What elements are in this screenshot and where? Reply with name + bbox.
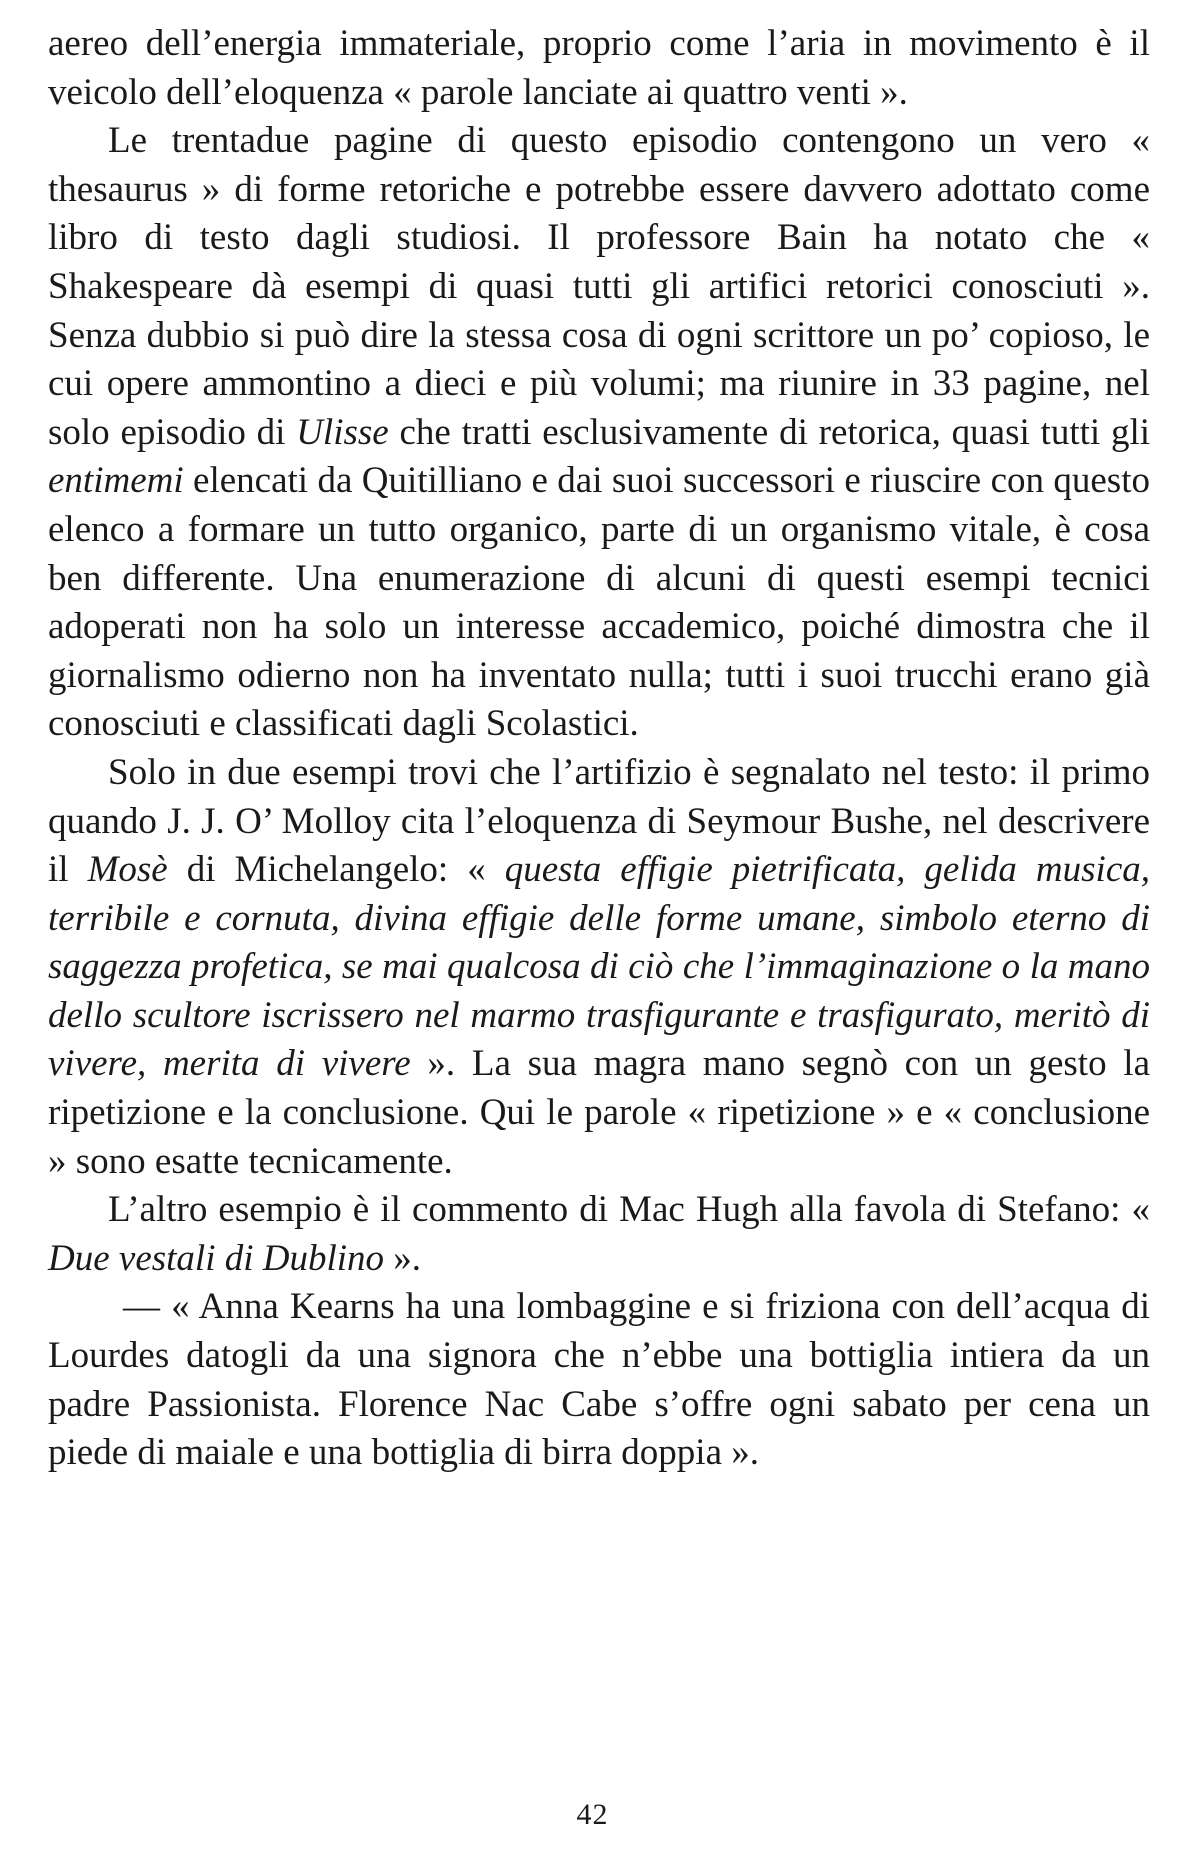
italic-text: questa effigie pietrificata, gelida musica, terribile e cornuta, divina effigie delle forme umane, simbolo eterno di saggezza profetica, se mai qualcosa di ciò che l’immaginazione o la mano dello scultore iscrissero nel marmo trasfigurante e trasfigurato, meritò di vivere, merita di vivere [48, 849, 1150, 1085]
text-run: di Michelangelo: « [167, 849, 505, 891]
paragraph [48, 749, 1150, 1186]
page-number: 42 [576, 1798, 609, 1831]
paragraph [48, 1283, 1150, 1477]
italic-text: Mosè [87, 849, 168, 891]
italic-text: Ulisse [296, 411, 389, 453]
text-run: aereo dell’energia immateriale, proprio come l’aria in movimento è il veicolo dell’eloquenza « parole lanciate ai quattro venti ». [48, 23, 1150, 113]
paragraph [48, 1186, 1150, 1283]
text-run: Solo in due esempi trovi che l’artifizio è segnalato nel testo: il primo quando J. J. O’ Molloy cita l’eloquenza di Seymour Bushe, nel descrivere il [48, 751, 1150, 891]
text-run: Le trentadue pagine di questo episodio contengono un vero « thesaurus » di forme retoriche e potrebbe essere davvero adottato come libro di testo dagli studiosi. Il professore Bain ha notato che « Shakespeare dà esempi di quasi tutti gli artifici retorici conosciuti ». Senza dubbio si può dire la stessa cosa di ogni scrittore un po’ copioso, le cui opere ammontino a dieci e più volumi; ma riunire in 33 pagine, nel solo episodio di [48, 120, 1150, 453]
italic-text: Due vestali di Dublino [48, 1237, 385, 1279]
text-run: ». La sua magra mano segnò con un gesto la ripetizione e la conclusione. Qui le parole « ripetizione » e « conclusione » sono esatte tecnicamente. [48, 1043, 1150, 1182]
text-run: che tratti esclusivamente di retorica, quasi tutti gli [388, 411, 1151, 453]
text-run: L’altro esempio è il commento di Mac Hugh alla favola di Stefano: « [108, 1189, 1150, 1231]
italic-text: entimemi [48, 460, 184, 502]
paragraph [48, 117, 1150, 749]
text-run: — « Anna Kearns ha una lombaggine e si friziona con dell’acqua di Lourdes datogli da una signora che n’ebbe una bottiglia intiera da un padre Passionista. Florence Nac Cabe s’offre ogni sabato per cena un piede di maiale e una bottiglia di birra doppia ». [48, 1286, 1150, 1474]
text-run: elencati da Quitilliano e dai suoi successori e riuscire con questo elenco a formare un tutto organico, parte di un organismo vitale, è cosa ben differente. Una enumerazione di alcuni di questi esempi tecnici adoperati non ha solo un interesse accademico, poiché dimostra che il giornalismo odierno non ha inventato nulla; tutti i suoi trucchi erano già conosciuti e classificati dagli Scolastici. [48, 460, 1150, 745]
body-text [48, 20, 1150, 1478]
text-run: ». [384, 1237, 422, 1279]
paragraph [48, 20, 1150, 117]
